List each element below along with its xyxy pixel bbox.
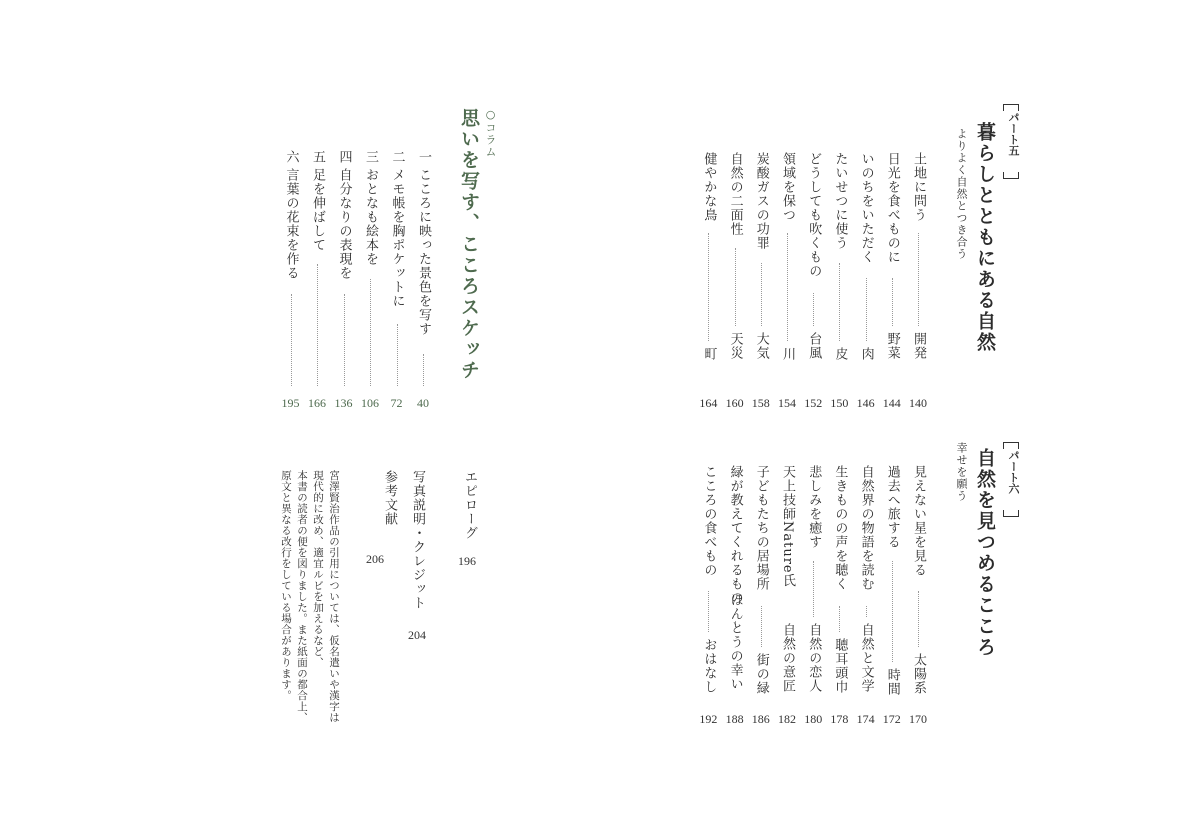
part6-entry-page: 188 [725,712,744,726]
column-title: 思いを写す、こころスケッチ [458,108,480,381]
note-line-3: 本書の読者の便を図りました。また紙面の都合上、 [296,470,308,723]
credits-page: 204 [408,628,426,642]
part6-entry-end: 自然と文学 [858,623,874,693]
note-line-1: 宮澤賢治作品の引用については、仮名遣いや漢字は [328,470,340,723]
part5-leader-dots [813,293,815,326]
part5-entry-page: 164 [699,396,718,410]
part6-entry-page: 192 [699,712,718,726]
part5-entry-page: 154 [778,396,796,410]
column-leader-dots [344,294,346,386]
column-leader-dots [291,294,293,386]
part5-entry-title: いのちをいただく [858,152,874,264]
part5-leader-dots [918,233,920,326]
part6-entry-title: 自然界の物語を読む [858,465,874,591]
part5-entry-page: 150 [830,396,849,410]
column-entry-page: 166 [308,396,326,410]
note-line-4: 原文と異なる改行をしている場合があります。 [280,470,292,701]
part5-entry-title: たいせつに使う [832,152,848,250]
part5-entry-end: 町 [701,347,717,361]
part6-leader-dots [866,606,868,617]
part5-leader-dots [708,233,710,341]
part6-entry-end: 聴耳頭巾 [832,638,848,694]
part5-entry-title: 土地に問う [911,152,926,222]
part5-entry-end: 野菜 [884,332,900,360]
part6-leader-dots [761,606,763,647]
part5-entry-title: どうしても吹くもの [806,152,822,278]
references-page: 206 [366,552,384,566]
column-entry-title: 足を伸ばして [310,168,325,252]
part5-entry-end: 皮 [832,347,848,361]
part6-entry-end: 街の緑 [753,653,769,695]
part6-entry-title: 緑が教えてくれるもの [727,465,743,605]
part5-entry-title: 領域を保つ [780,152,795,222]
part6-leader-dots [708,591,710,632]
part6-entry-page: 174 [856,712,875,726]
part5-entry-page: 160 [725,396,744,410]
part5-title: 暮らしとともにある自然 [974,122,996,353]
part6-entry-title: 悲しみを癒す [806,465,822,549]
part5-entry-end: 天災 [727,332,743,360]
part6-entry-title: 過去へ旅する [884,465,900,549]
column-leader-dots [397,324,399,386]
column-leader-dots [423,354,425,386]
column-entry-page: 195 [281,396,300,410]
part6-entry-end: 自然の恋人 [806,623,822,693]
part5-entry-title: 炭酸ガスの功罪 [753,152,769,250]
part5-leader-dots [735,248,737,326]
column-entry-number: 三 [363,150,378,163]
part6-leader-dots [918,591,920,647]
part6-entry-page: 178 [830,712,849,726]
epilogue-title: エピローグ [462,470,477,540]
part5-label: パート五 [1007,112,1020,156]
part6-entry-page: 170 [909,712,927,726]
part5-entry-end: 台風 [806,332,822,360]
part6-entry-end: ほんとうの幸い [727,593,743,691]
part5-entry-end: 大気 [753,332,769,360]
part6-entry-end: おはなし [701,638,717,694]
part6-entry-page: 186 [751,712,770,726]
note-line-2: 現代的に改め、適宜ルビを加えるなど、 [312,470,324,668]
column-entry-title: こころに映った景色を写す [416,168,431,336]
part5-leader-dots [892,278,894,326]
part5-leader-dots [839,263,841,341]
references-title: 参考文献 [382,470,397,526]
column-entry-page: 72 [390,396,403,410]
part5-leader-dots [761,263,763,326]
column-entry-page: 40 [417,396,429,410]
part6-title: 自然を見つめるこころ [974,448,996,658]
part6-entry-title: 子どもたちの居場所 [753,465,769,591]
column-entry-number: 二 [389,150,405,163]
part5-entry-page: 144 [882,396,901,410]
part6-entry-page: 180 [804,712,823,726]
part5-entry-end: 川 [780,347,795,361]
part6-label: パート六 [1007,450,1020,494]
column-entry-number: 六 [283,150,299,163]
part6-entry-title: 見えない星を見る [911,465,926,577]
epilogue-page: 196 [458,554,476,568]
column-entry-title: メモ帳を胸ポケットに [389,168,405,308]
column-leader-dots [370,279,372,386]
part5-entry-title: 自然の二面性 [727,152,743,236]
part6-entry-page: 182 [778,712,796,726]
column-entry-number: 四 [336,150,352,163]
part5-entry-page: 158 [751,396,770,410]
column-entry-title: 自分なりの表現を [336,168,352,280]
part6-entry-title: 生きものの声を聴く [832,465,848,591]
credits-title: 写真説明・クレジット [410,470,425,610]
column-leader-dots [317,264,319,386]
part6-entry-title: 天上技師Nature氏 [780,465,795,588]
part5-entry-page: 140 [909,396,927,410]
part5-leader-dots [866,278,868,341]
part6-subtitle: 幸せを願う [955,442,968,502]
column-entry-number: 一 [416,150,431,163]
part6-leader-dots [813,561,815,617]
part6-entry-end: 時間 [884,668,900,696]
part6-entry-end: 太陽系 [911,653,926,695]
part5-subtitle: よりよく自然とつき合う [955,128,968,260]
part6-entry-end: 自然の意匠 [780,623,795,693]
part6-leader-dots [839,606,841,632]
part5-entry-page: 146 [856,396,875,410]
column-entry-title: おとなも絵本を [363,168,378,266]
column-label: ○コラム [484,108,497,158]
part6-leader-dots [892,561,894,662]
part5-entry-title: 健やかな鳥 [701,152,717,222]
part5-entry-end: 開発 [911,332,926,360]
part5-entry-end: 肉 [858,347,874,361]
column-entry-page: 106 [361,396,379,410]
part6-entry-title: こころの食べもの [701,465,717,577]
part5-leader-dots [787,233,789,341]
column-entry-title: 言葉の花束を作る [283,168,299,280]
column-entry-page: 136 [334,396,353,410]
part5-entry-page: 152 [804,396,823,410]
part6-entry-page: 172 [882,712,901,726]
part5-entry-title: 日光を食べものに [884,152,900,264]
column-entry-number: 五 [310,150,325,163]
